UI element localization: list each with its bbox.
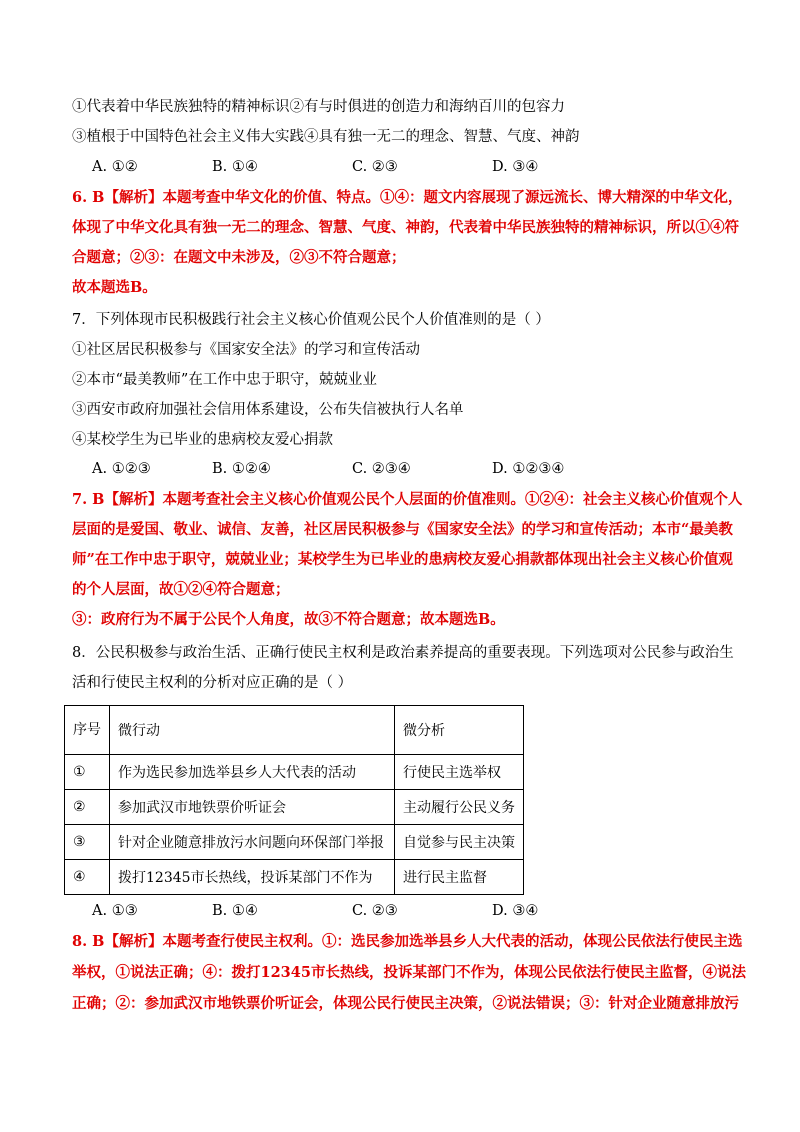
q8-analysis-line-3: 正确；②：参加武汉市地铁票价听证会，体现公民行使民主决策，②说法错误；③：针对企业随意排放污 [72,995,739,1012]
row-analysis: 进行民主监督 [395,860,524,895]
q7-stem: 7．下列体现市民积极践行社会主义核心价值观公民个人价值准则的是（ ） [72,312,550,328]
q6-option-b: B. ①④ [212,159,258,175]
row-action: 参加武汉市地铁票价听证会 [110,790,395,825]
row-index: ① [65,755,110,790]
q8-table [64,705,524,895]
table-row [65,825,524,860]
row-analysis: 自觉参与民主决策 [395,825,524,860]
row-action: 拨打12345市长热线，投诉某部门不作为 [110,860,395,895]
table-row [65,860,524,895]
header-action: 微行动 [110,706,395,755]
q7-option-b: B. ①②④ [212,461,271,477]
row-analysis: 行使民主选举权 [395,755,524,790]
q6-analysis-line-3: 合题意；②③：在题文中未涉及，②③不符合题意； [72,249,406,266]
header-index: 序号 [65,706,110,755]
q7-analysis-line-1: 7. B【解析】本题考查社会主义核心价值观公民个人层面的价值准则。①②④：社会主义核心价值观个人 [72,491,743,508]
q8-analysis-line-2: 举权，①说法正确；④：拨打12345市长热线，投诉某部门不作为，体现公民依法行使民主监督，④说法 [72,964,746,981]
q8-analysis-line-1: 8. B【解析】本题考查行使民主权利。①：选民参加选举县乡人大代表的活动，体现公民依法行使民主选 [72,933,743,950]
q8-option-d: D. ③④ [492,903,539,919]
q7-option-a: A. ①②③ [92,461,151,477]
q7-option-d: D. ①②③④ [492,461,565,477]
row-index: ③ [65,825,110,860]
table-header-row [65,706,524,755]
q6-option-a: A. ①② [92,159,138,175]
q8-option-b: B. ①④ [212,903,258,919]
q7-analysis-line-2: 层面的是爱国、敬业、诚信、友善，社区居民积极参与《国家安全法》的学习和宣传活动；本市“最美教 [72,521,733,538]
row-index: ② [65,790,110,825]
q8-option-c: C. ②③ [352,903,398,919]
row-index: ④ [65,860,110,895]
row-analysis: 主动履行公民义务 [395,790,524,825]
q8-stem-line-1: 8．公民积极参与政治生活、正确行使民主权利是政治素养提高的重要表现。下列选项对公民参与政治生 [72,645,734,661]
q7-option-c: C. ②③④ [352,461,411,477]
q6-statement-line-1: ①代表着中华民族独特的精神标识②有与时俱进的创造力和海纳百川的包容力 [72,99,565,115]
q6-option-c: C. ②③ [352,159,398,175]
q8-stem-line-2: 活和行使民主权利的分析对应正确的是（ ） [72,675,353,691]
q7-analysis-line-5: ③：政府行为不属于公民个人角度，故③不符合题意；故本题选B。 [72,611,505,628]
q6-analysis-line-4: 故本题选B。 [72,279,157,296]
row-action: 针对企业随意排放污水问题向环保部门举报 [110,825,395,860]
q6-option-d: D. ③④ [492,159,539,175]
q7-item-3: ③西安市政府加强社会信用体系建设，公布失信被执行人名单 [72,402,464,418]
q7-item-1: ①社区居民积极参与《国家安全法》的学习和宣传活动 [72,342,420,358]
q7-analysis-line-4: 的个人层面，故①②④符合题意； [72,581,290,598]
q6-analysis-line-1: 6. B【解析】本题考查中华文化的价值、特点。①④：题文内容展现了源远流长、博大精深的中华文化， [72,189,743,206]
row-action: 作为选民参加选举县乡人大代表的活动 [110,755,395,790]
table-row [65,790,524,825]
q6-analysis-line-2: 体现了中华文化具有独一无二的理念、智慧、气度、神韵，代表着中华民族独特的精神标识，所以①④符 [72,219,739,236]
header-analysis: 微分析 [395,706,524,755]
q8-option-a: A. ①③ [92,903,138,919]
q6-statement-line-2: ③植根于中国特色社会主义伟大实践④具有独一无二的理念、智慧、气度、神韵 [72,129,580,145]
q7-item-2: ②本市“最美教师”在工作中忠于职守，兢兢业业 [72,372,377,388]
table-row [65,755,524,790]
q7-item-4: ④某校学生为已毕业的患病校友爱心捐款 [72,432,333,448]
q7-analysis-line-3: 师”在工作中忠于职守，兢兢业业；某校学生为已毕业的患病校友爱心捐款都体现出社会主义核心价值观 [72,551,733,568]
